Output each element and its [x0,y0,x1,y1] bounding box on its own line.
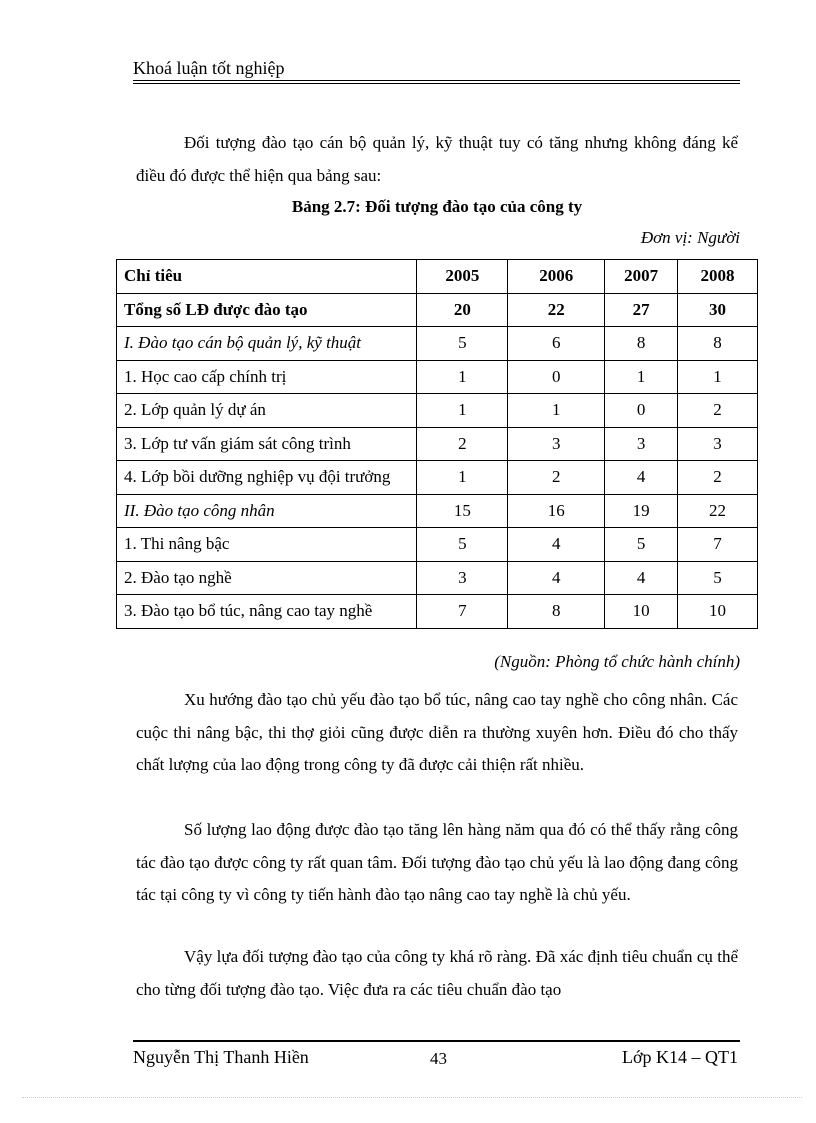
cell-value: 8 [678,327,758,361]
table-row [117,360,758,394]
body-paragraph [136,814,738,912]
cell-value: 30 [678,293,758,327]
intro-paragraph [136,127,738,192]
cell-value: 6 [508,327,605,361]
row-label: 1. Học cao cấp chính trị [117,360,417,394]
table-row [117,427,758,461]
table-row [117,327,758,361]
table-row [117,293,758,327]
cell-value: 16 [508,494,605,528]
cell-value: 2 [678,461,758,495]
table-row [117,494,758,528]
footer-class-label: Lớp K14 – QT1 [621,1047,738,1067]
header-cell: 2008 [678,260,758,294]
cell-value: 4 [605,461,678,495]
cell-value: 4 [508,528,605,562]
table-row [117,528,758,562]
cell-value: 1 [508,394,605,428]
intro-paragraph-text: Đối tượng đào tạo cán bộ quản lý, kỹ thuật tuy có tăng nhưng không đáng kể điều đó được thể hiện qua bảng sau: [136,133,738,185]
row-label: 3. Lớp tư vấn giám sát công trình [117,427,417,461]
table-source: (Nguồn: Phòng tổ chức hành chính) [494,652,740,671]
cell-value: 20 [417,293,508,327]
cell-value: 1 [678,360,758,394]
training-table [116,259,758,629]
body-paragraph [136,941,738,1006]
table-unit: Đơn vị: Người [640,228,740,247]
table-row [117,461,758,495]
body-paragraph-text: Số lượng lao động được đào tạo tăng lên hàng năm qua đó có thể thấy rằng công tác đào tạo được công ty rất quan tâm. Đối tượng đào tạo chủ yếu là lao động đang công tác tại công ty vì công ty tiến hành đào tạo nâng cao tay nghề là chủ yếu. [136,820,738,904]
body-paragraph-text: Vậy lựa đối tượng đào tạo của công ty khá rõ ràng. Đã xác định tiêu chuẩn cụ thể cho từng đối tượng đào tạo. Việc đưa ra các tiêu chuẩn đào tạo [136,947,738,999]
footer-rule [133,1040,740,1042]
cell-value: 22 [508,293,605,327]
header-cell: 2005 [417,260,508,294]
cell-value: 7 [417,595,508,629]
header-cell: Chỉ tiêu [117,260,417,294]
cell-value: 0 [605,394,678,428]
cell-value: 5 [678,561,758,595]
cell-value: 3 [417,561,508,595]
cell-value: 2 [508,461,605,495]
cell-value: 8 [508,595,605,629]
table-row [117,561,758,595]
cell-value: 0 [508,360,605,394]
table-row [117,595,758,629]
header-cell: 2006 [508,260,605,294]
cell-value: 3 [605,427,678,461]
cell-value: 1 [417,461,508,495]
cell-value: 1 [605,360,678,394]
cell-value: 27 [605,293,678,327]
row-label: Tổng số LĐ được đào tạo [117,293,417,327]
cell-value: 19 [605,494,678,528]
row-label: 2. Lớp quản lý dự án [117,394,417,428]
cell-value: 3 [508,427,605,461]
cell-value: 7 [678,528,758,562]
page-number: 43 [430,1049,447,1068]
row-label: 2. Đào tạo nghề [117,561,417,595]
table-header-row [117,260,758,294]
body-paragraph-text: Xu hướng đào tạo chủ yếu đào tạo bổ túc, nâng cao tay nghề cho công nhân. Các cuộc thi nâng bậc, thi thợ giỏi cũng được diễn ra thường xuyên hơn. Điều đó cho thấy chất lượng của lao động trong công ty đã được cải thiện rất nhiều. [136,690,738,774]
cell-value: 10 [605,595,678,629]
footer-author: Nguyễn Thị Thanh Hiền [133,1047,309,1067]
cell-value: 1 [417,394,508,428]
cell-value: 3 [678,427,758,461]
row-label: I. Đào tạo cán bộ quản lý, kỹ thuật [117,327,417,361]
cell-value: 5 [605,528,678,562]
header-rule-double [133,83,740,84]
header-rule [133,80,740,81]
cell-value: 4 [605,561,678,595]
cell-value: 2 [678,394,758,428]
row-label: 1. Thi nâng bậc [117,528,417,562]
cell-value: 1 [417,360,508,394]
cell-value: 5 [417,528,508,562]
table-row [117,394,758,428]
row-label: II. Đào tạo công nhân [117,494,417,528]
body-paragraph [136,684,738,782]
table-caption: Bảng 2.7: Đối tượng đào tạo của công ty [291,197,583,216]
row-label: 4. Lớp bồi dưỡng nghiệp vụ đội trưởng [117,461,417,495]
cell-value: 4 [508,561,605,595]
cell-value: 15 [417,494,508,528]
header-title: Khoá luận tốt nghiệp [133,58,285,78]
cell-value: 22 [678,494,758,528]
cell-value: 10 [678,595,758,629]
row-label: 3. Đào tạo bổ túc, nâng cao tay nghề [117,595,417,629]
cell-value: 8 [605,327,678,361]
cell-value: 2 [417,427,508,461]
cell-value: 5 [417,327,508,361]
page-edge-divider [22,1097,802,1098]
header-cell: 2007 [605,260,678,294]
